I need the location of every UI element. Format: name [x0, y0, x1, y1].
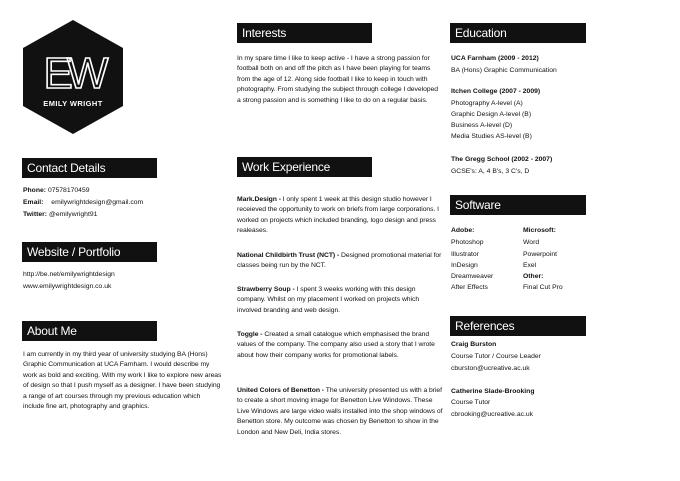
- reference-name: Catherine Slade-Brooking: [451, 388, 535, 395]
- about-text: I am currently in my third year of university studying BA (Hons) Graphic Communication at UCA Farnham. I would describe my work as bold and exciting. With my work I like to explore new areas of design so that I push myself as a designer. I have been studying a range of art courses through my previous education which include fine art, photography and graphics.: [23, 351, 222, 411]
- reference-role: Course Tutor / Course Leader: [451, 353, 541, 360]
- work-entry: Strawberry Soup - I spent 3 weeks working with this design company. Whilst on my placement I worked on projects which involved branding and web design.: [237, 286, 420, 314]
- software-item: Final Cut Pro: [523, 284, 563, 291]
- logo-hexagon: [20, 18, 126, 136]
- interests-heading: Interests: [237, 23, 372, 43]
- software-item: Photoshop: [451, 239, 484, 246]
- school-name: UCA Farnham (2009 - 2012): [451, 55, 539, 62]
- software-item: Word: [523, 239, 540, 246]
- contact-heading: Contact Details: [22, 158, 157, 178]
- software-item: Powerpoint: [523, 251, 558, 258]
- reference-email[interactable]: cbrooking@ucreative.ac.uk: [451, 411, 534, 418]
- phone-label: Phone:: [23, 187, 47, 194]
- school-item: BA (Hons) Graphic Communication: [451, 67, 557, 74]
- school-item: GCSE's: A, 4 B's, 3 C's, D: [451, 168, 530, 175]
- school-item: Media Studies AS-level (B): [451, 133, 532, 140]
- school-name: The Gregg School (2002 - 2007): [451, 156, 553, 163]
- logo-monogram: EW: [43, 49, 103, 98]
- education-heading: Education: [450, 23, 586, 43]
- contact-phone: [23, 186, 90, 196]
- software-item: InDesign: [451, 262, 478, 269]
- work-heading: Work Experience: [237, 157, 372, 177]
- software-item: Dreamweaver: [451, 273, 494, 280]
- reference-email[interactable]: cburston@ucreative.ac.uk: [451, 365, 530, 372]
- software-microsoft-title: Microsoft:: [523, 227, 556, 234]
- twitter-label: Twitter:: [23, 211, 48, 218]
- reference-role: Course Tutor: [451, 399, 491, 406]
- software-heading: Software: [450, 195, 586, 215]
- software-adobe-title: Adobe:: [451, 227, 475, 234]
- interests-text: In my spare time I like to keep active - I have a strong passion for football both on and off the pitch as I have been playing for teams from the age of 12. Along side football I like to keep in touch with photography. From studying the subject through college I developed a strong passion and is something I like to do on a regular basis.: [237, 55, 438, 104]
- website-heading: Website / Portfolio: [22, 242, 157, 262]
- website-link-site[interactable]: www.emilywrightdesign.co.uk: [23, 283, 112, 290]
- software-item: Exel: [523, 262, 537, 269]
- school-name: Itchen College (2007 - 2009): [451, 88, 541, 95]
- work-entry: Mark.Design - I only spent 1 week at this design studio however I receieved the opportunity to work on briefs from large corporations. I worked on projects which included branding, logo design and press realeases.: [237, 196, 440, 235]
- work-entry: United Colors of Benetton - The university presented us with a brief to create a short moving image for Benetton Live Windows. These Live Windows are large video walls installed into the shop windows of Benetton store. My outcome was chosen by Benetton to show in the London and New Deli, India stores.: [237, 387, 443, 436]
- website-link-behance[interactable]: http://be.net/emilywrightdesign: [23, 271, 115, 278]
- contact-email: [23, 198, 143, 208]
- twitter-value[interactable]: @emilywright91: [48, 211, 98, 218]
- school-item: Photography A-level (A): [451, 100, 523, 107]
- phone-value: 07578170459: [47, 187, 90, 194]
- work-entry: National Childbirth Trust (NCT) - Designed promotional material for classes being run by the NCT.: [237, 252, 442, 270]
- school-item: Business A-level (D): [451, 122, 513, 129]
- email-label: Email:: [23, 199, 44, 206]
- contact-twitter: [23, 210, 97, 220]
- logo-name: EMILY WRIGHT: [43, 99, 103, 108]
- reference-name: Craig Burston: [451, 341, 497, 348]
- software-other-title: Other:: [523, 273, 544, 280]
- software-item: After Effects: [451, 284, 488, 291]
- references-heading: References: [450, 316, 586, 336]
- work-entry: Toggle - Created a small catalogue which emphasised the brand values of the company. The company also used a story that I wrote about how their company works for promotional labels.: [237, 331, 435, 359]
- software-item: Illustrator: [451, 251, 479, 258]
- email-value[interactable]: emilywrightdesign@gmail.com: [51, 199, 144, 206]
- about-heading: About Me: [22, 321, 157, 341]
- school-item: Graphic Design A-level (B): [451, 111, 532, 118]
